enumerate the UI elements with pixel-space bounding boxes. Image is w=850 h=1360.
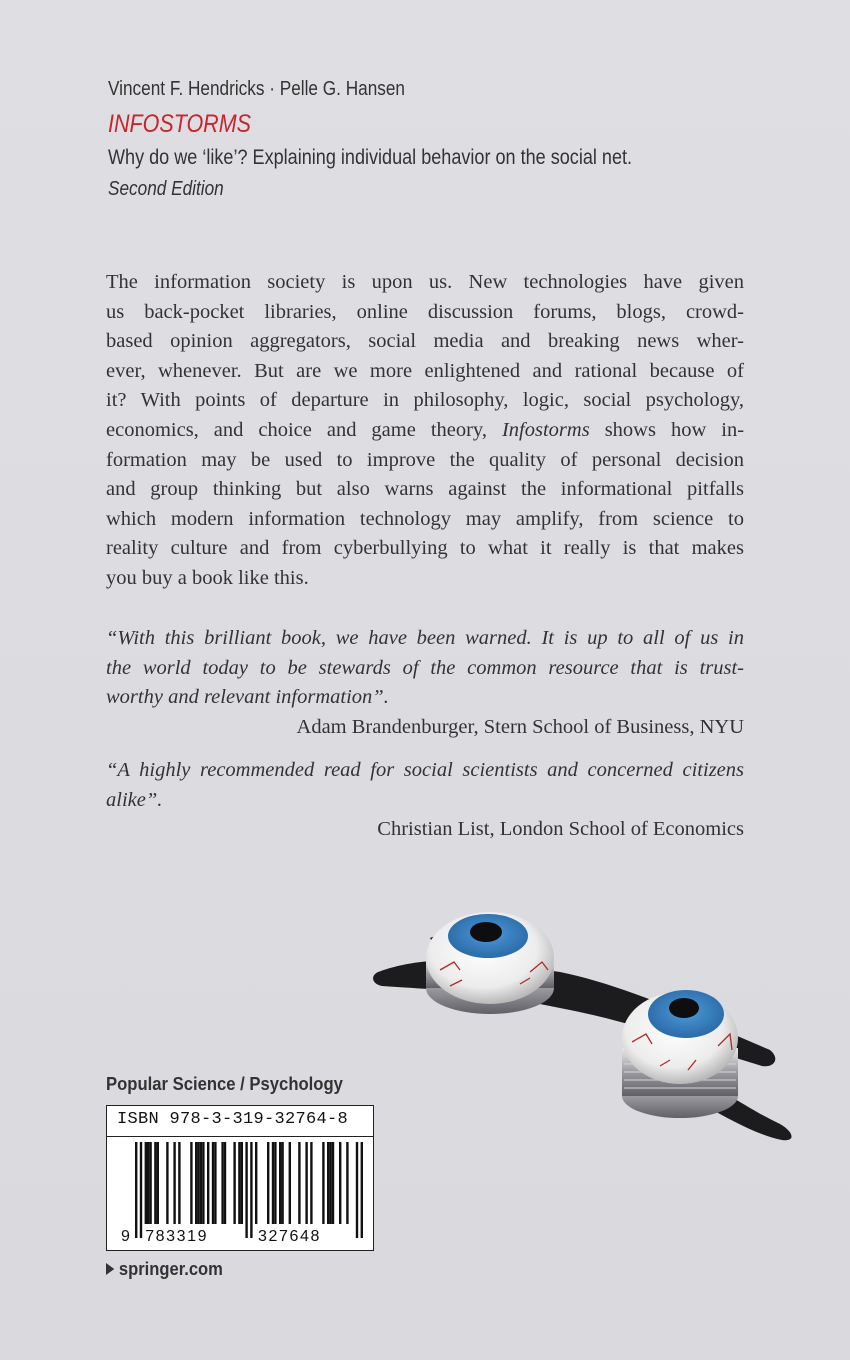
barcode-bars-icon <box>117 1140 367 1244</box>
barcode-bar <box>154 1142 156 1224</box>
barcode-bar <box>279 1142 281 1224</box>
quote-attribution: Adam Brandenburger, Stern School of Business, NYU <box>296 715 744 738</box>
barcode-bar <box>245 1142 247 1238</box>
isbn-barcode <box>106 1105 374 1251</box>
barcode-bar <box>322 1142 324 1224</box>
barcode-bar <box>135 1142 137 1238</box>
blurb-line-part: economics, and choice and game theory, <box>106 418 487 441</box>
quote-line: “With this brilliant book, we have been warned. It is up to all of us in <box>106 627 744 649</box>
barcode-bar <box>238 1142 240 1224</box>
googly-eye-glasses-icon <box>370 910 810 1150</box>
barcode-bar <box>241 1142 243 1224</box>
barcode-bar <box>329 1142 331 1224</box>
blurb-line: you buy a book like this. <box>106 566 309 589</box>
blurb-line: reality culture and from cyberbullying to what it really is that makes <box>106 537 744 560</box>
blurb-paragraph <box>106 268 744 594</box>
barcode-bar <box>166 1142 168 1224</box>
authors: Vincent F. Hendricks · Pelle G. Hansen <box>108 78 405 100</box>
barcode-bar <box>332 1142 334 1224</box>
barcode-bar <box>200 1142 202 1224</box>
barcode-bar <box>178 1142 180 1224</box>
barcode-bar <box>339 1142 341 1224</box>
barcode-bar <box>233 1142 235 1224</box>
blurb-line: ever, whenever. But are we more enlightened and rational because of <box>106 359 744 382</box>
blurb-line-mixed <box>106 416 744 446</box>
blurb-line: which modern information technology may amplify, from science to <box>106 507 744 530</box>
barcode-bar <box>147 1142 149 1224</box>
isbn-text: ISBN 978-3-319-32764-8 <box>117 1110 349 1129</box>
barcode-bar <box>310 1142 312 1224</box>
barcode-bar <box>298 1142 300 1224</box>
quote-line: “A highly recommended read for social scientists and concerned citizens <box>106 759 744 781</box>
quote-line: the world today to be stewards of the common resource that is trust- <box>106 656 744 679</box>
barcode-bar <box>224 1142 226 1224</box>
barcode-bar <box>145 1142 147 1224</box>
blurb-line-part: shows how in- <box>604 418 745 441</box>
barcode-bar <box>289 1142 291 1224</box>
blurb-line: us back-pocket libraries, online discussion forums, blogs, crowd- <box>106 300 744 323</box>
arrow-right-icon <box>106 1263 114 1275</box>
endorsement-quote <box>106 756 744 845</box>
barcode-digits: 327648 <box>258 1228 321 1244</box>
quote-attribution: Christian List, London School of Economics <box>377 818 744 841</box>
barcode-bar <box>327 1142 329 1224</box>
barcode-bar <box>272 1142 274 1224</box>
barcode-bar <box>267 1142 269 1224</box>
website-link[interactable] <box>106 1259 223 1280</box>
quote-line: worthy and relevant information”. <box>106 686 389 709</box>
barcode-bar <box>221 1142 223 1224</box>
book-title: INFOSTORMS <box>108 110 251 138</box>
barcode-bar <box>190 1142 192 1224</box>
blurb-line: and group thinking but also warns against the informational pitfalls <box>106 478 744 501</box>
barcode-bar <box>250 1142 252 1238</box>
quote-line: alike”. <box>106 788 163 811</box>
barcode-bar <box>356 1142 358 1238</box>
blurb-line: formation may be used to improve the quality of personal decision <box>106 448 744 471</box>
barcode-bar <box>214 1142 216 1224</box>
barcode-bar <box>212 1142 214 1224</box>
blurb-line: based opinion aggregators, social media and breaking news wher- <box>106 330 744 353</box>
blurb-line: The information society is upon us. New technologies have given <box>106 271 744 293</box>
barcode-bar <box>202 1142 204 1224</box>
barcode-bar <box>255 1142 257 1224</box>
barcode-bar <box>197 1142 199 1224</box>
book-subtitle: Why do we ‘like’? Explaining individual behavior on the social net. <box>108 146 633 169</box>
blurb-line: it? With points of departure in philosophy, logic, social psychology, <box>106 389 744 412</box>
barcode-bar <box>346 1142 348 1224</box>
endorsement-quote <box>106 624 744 742</box>
barcode-bar <box>305 1142 307 1224</box>
isbn-divider <box>107 1136 373 1137</box>
barcode-bar <box>361 1142 363 1238</box>
barcode-bar <box>195 1142 197 1224</box>
barcode-bar <box>173 1142 175 1224</box>
book-title-italic: Infostorms <box>501 418 590 441</box>
barcode-bar <box>207 1142 209 1224</box>
website-text: springer.com <box>118 1259 223 1279</box>
edition-label: Second Edition <box>108 178 224 200</box>
barcode-bar <box>157 1142 159 1224</box>
barcode-digits: 9 <box>121 1228 132 1244</box>
category-label: Popular Science / Psychology <box>106 1073 343 1094</box>
barcode-digits: 783319 <box>145 1228 209 1244</box>
barcode-bar <box>140 1142 142 1238</box>
cover-header <box>108 78 788 201</box>
barcode-bar <box>274 1142 276 1224</box>
barcode-bar <box>281 1142 283 1224</box>
barcode-bar <box>149 1142 151 1224</box>
